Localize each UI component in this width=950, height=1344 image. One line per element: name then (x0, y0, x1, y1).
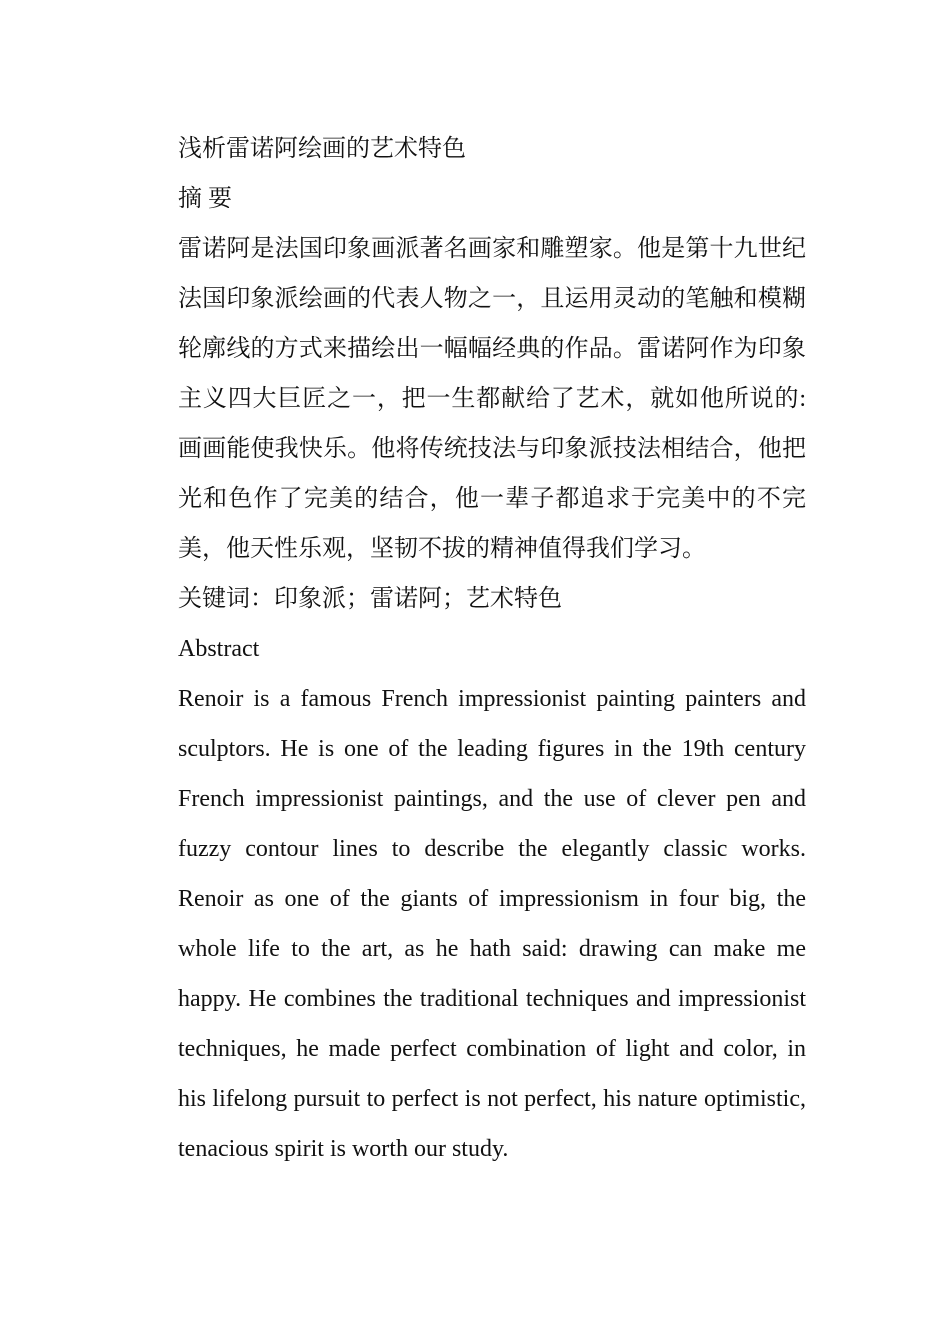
abstract-cn-body: 雷诺阿是法国印象画派著名画家和雕塑家。他是第十九世纪法国印象派绘画的代表人物之一，且运用灵动的笔触和模糊轮廓线的方式来描绘出一幅幅经典的作品。雷诺阿作为印象主义四大巨匠之一，把一生都献给了艺术，就如他所说的:画画能使我快乐。他将传统技法与印象派技法相结合，他把光和色作了完美的结合，他一辈子都追求于完美中的不完美，他天性乐观，坚韧不拔的精神值得我们学习。 (178, 236, 806, 562)
abstract-en-body: Renoir is a famous French impressionist painting painters and sculptors. He is one of the leading figures in the 19th century French impressionist paintings, and the use of clever pen and fuzzy contour lines to describe the elegantly classic works. Renoir as one of the giants of impressionism in four big, the whole life to the art, as he hath said: drawing can make me happy. He combines the traditional techniques and impressionist techniques, he made perfect combination of light and color, in his lifelong pursuit to perfect is not perfect, his nature optimistic, tenacious spirit is worth our study. (178, 686, 806, 1162)
keywords-cn: 关键词：印象派；雷诺阿；艺术特色 (178, 586, 562, 612)
abstract-cn-heading: 摘 要 (178, 186, 232, 212)
abstract-en-heading: Abstract (178, 636, 260, 662)
document-body (178, 124, 806, 1174)
document-title: 浅析雷诺阿绘画的艺术特色 (178, 136, 466, 162)
